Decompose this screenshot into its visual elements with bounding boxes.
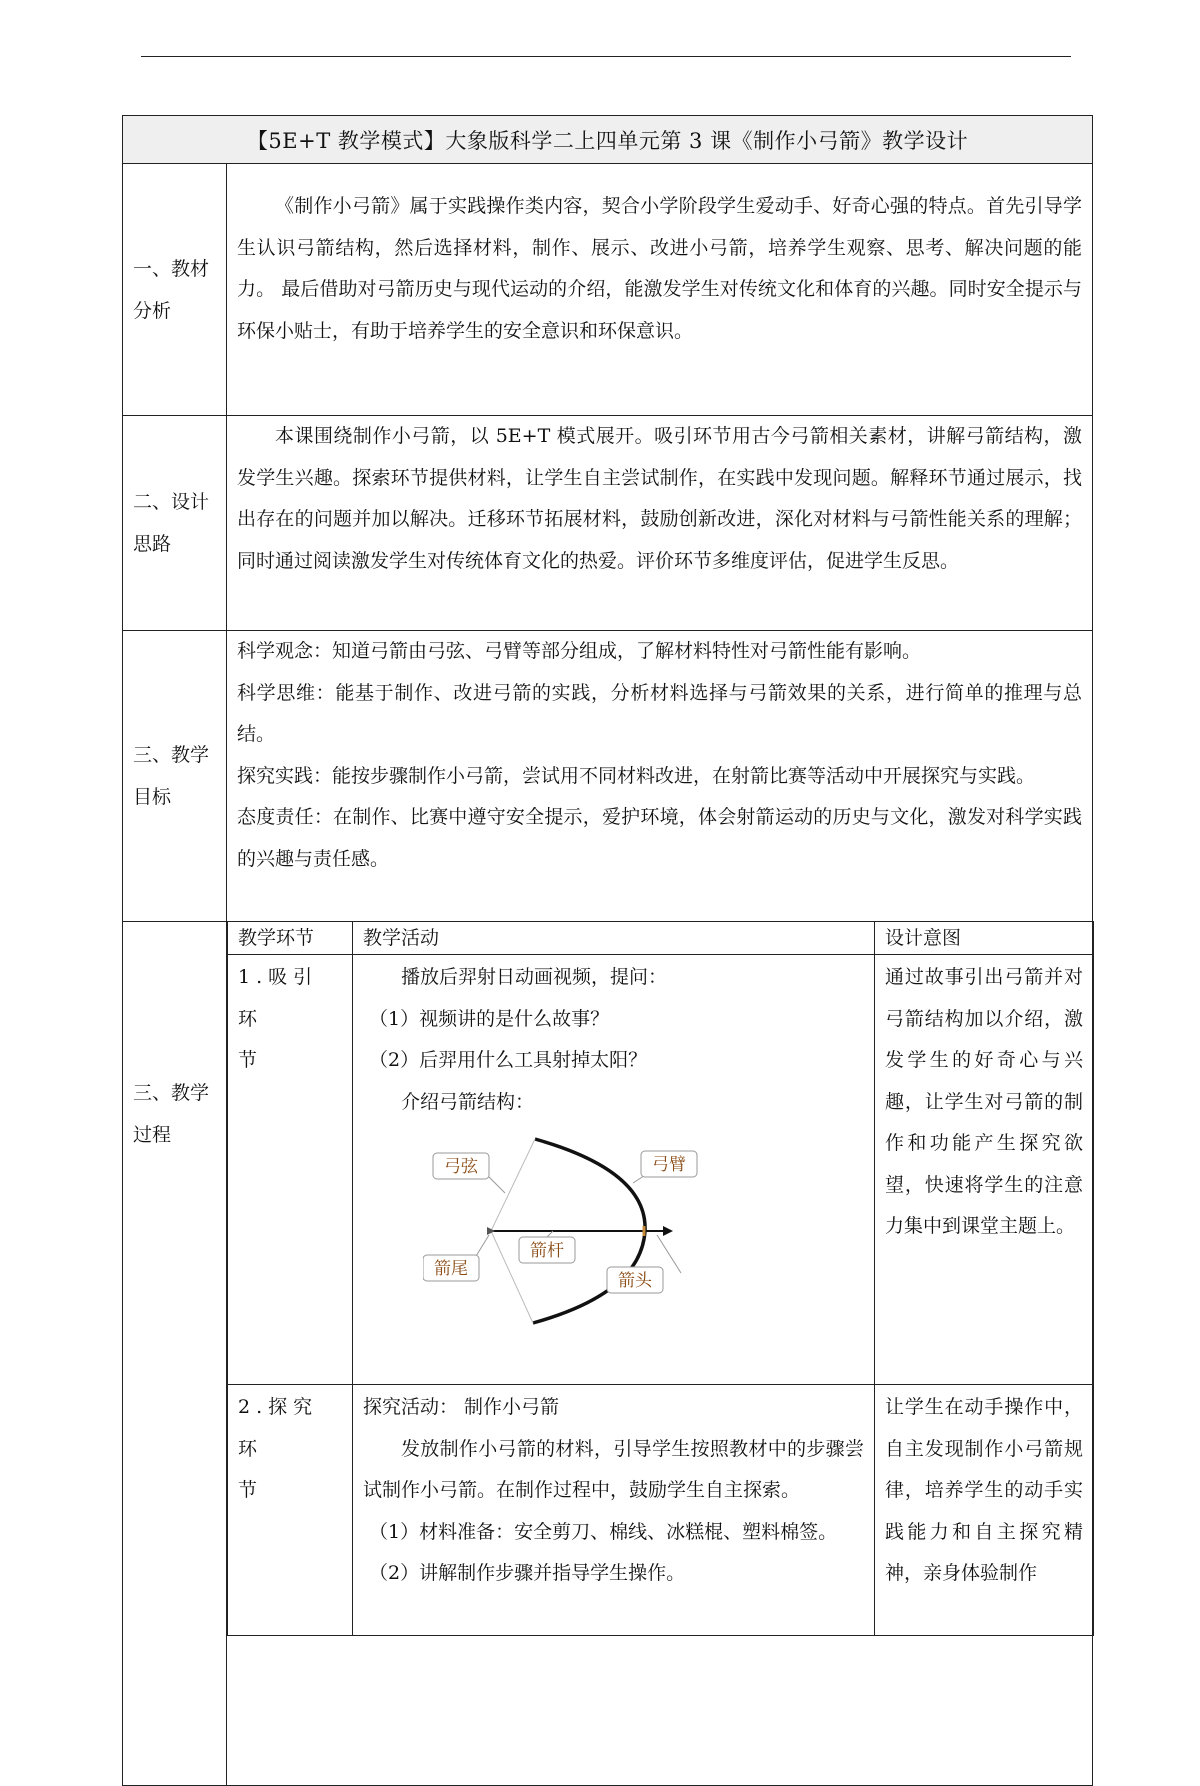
activity-step: （1）材料准备：安全剪刀、棉线、冰糕棍、塑料棉签。 xyxy=(369,1520,838,1543)
design-text: 本课围绕制作小弓箭，以 5E+T 模式展开。吸引环节用古今弓箭相关素材，讲解弓箭结构，激发学生兴趣。探索环节提供材料，让学生自主尝试制作，在实践中发现问题。解释环节通过展示，找出存在的问题并加以解决。迁移环节拓展材料，鼓励创新改进，深化对材料与弓箭性能关系的理解；同时通过阅读激发学生对传统体育文化的热爱。评价环节多维度评估，促进学生反思。 xyxy=(237,425,1082,572)
stage-cell: 2.探究环 节 xyxy=(228,1385,353,1636)
activity-cell: 探究活动： 制作小弓箭 发放制作小弓箭的材料，引导学生按照教材中的步骤尝试制作小弓箭。在制作过程中，鼓励学生自主探索。 （1）材料准备：安全剪刀、棉线、冰糕棍、塑料棉签。 （2）讲解制作步骤并指导学生操作。 xyxy=(353,1385,875,1636)
goals-content xyxy=(227,631,1093,922)
label-bow-arm: 弓臂 xyxy=(652,1155,686,1175)
goals-label: 三、教学 目标 xyxy=(123,631,227,922)
goal-item: 科学观念：知道弓箭由弓弦、弓臂等部分组成，了解材料特性对弓箭性能有影响。 xyxy=(237,640,922,662)
page-header-rule xyxy=(141,56,1071,57)
intent-cell: 通过故事引出弓箭并对弓箭结构加以介绍，激发学生的好奇心与兴趣，让学生对弓箭的制作和功能产生探究欲望，快速将学生的注意力集中到课堂主题上。 xyxy=(875,955,1094,1385)
activity-question: （2）后羿用什么工具射掉太阳？ xyxy=(369,1049,648,1071)
label-arrow-shaft: 箭杆 xyxy=(530,1241,564,1261)
goal-item: 科学思维：能基于制作、改进弓箭的实践，分析材料选择与弓箭效果的关系，进行简单的推理与总结。 xyxy=(237,681,1082,745)
arrow-head-shape xyxy=(663,1226,673,1236)
goal-item: 探究实践：能按步骤制作小弓箭，尝试用不同材料改进，在射箭比赛等活动中开展探究与实践。 xyxy=(237,764,1036,787)
header-activity: 教学活动 xyxy=(353,922,875,955)
label-arrow-tail: 箭尾 xyxy=(434,1259,468,1279)
table-row xyxy=(228,955,1094,1385)
header-intent: 设计意图 xyxy=(875,922,1094,955)
intent-cell: 让学生在动手操作中，自主发现制作小弓箭规律，培养学生的动手实践能力和自主探究精神，亲身体验制作 xyxy=(875,1385,1094,1636)
process-label: 三、教学 过程 xyxy=(123,922,227,1786)
analysis-text: 《制作小弓箭》属于实践操作类内容，契合小学阶段学生爱动手、好奇心强的特点。首先引导学生认识弓箭结构，然后选择材料，制作、展示、改进小弓箭，培养学生观察、思考、解决问题的能力。 最后借助对弓箭历史与现代运动的介绍，能激发学生对传统文化和体育的兴趣。同时安全提示与环保小贴士，有助于培养学生的安全意识和环保意识。 xyxy=(237,195,1082,342)
goal-item: 态度责任：在制作、比赛中遵守安全提示，爱护环境，体会射箭运动的历史与文化，激发对科学实践的兴趣与责任感。 xyxy=(237,806,1082,870)
activity-step: （2）讲解制作步骤并指导学生操作。 xyxy=(369,1562,686,1584)
arrow-tail-shape xyxy=(487,1227,495,1235)
process-content xyxy=(227,922,1093,1786)
analysis-content xyxy=(227,164,1093,416)
design-label: 二、设计 思路 xyxy=(123,416,227,631)
bow-diagram-svg xyxy=(423,1131,703,1331)
stage-cell: 1.吸引环 节 xyxy=(228,955,353,1385)
label-bow-string: 弓弦 xyxy=(444,1157,478,1177)
process-table xyxy=(227,921,1094,1636)
label-arrow-head: 箭头 xyxy=(618,1271,652,1291)
document-title: 【5E+T 教学模式】大象版科学二上四单元第 3 课《制作小弓箭》教学设计 xyxy=(123,116,1093,164)
header-stage: 教学环节 xyxy=(228,922,353,955)
design-content xyxy=(227,416,1093,631)
bow-structure-diagram xyxy=(423,1131,703,1331)
lesson-plan-table xyxy=(122,115,1093,1786)
process-header-row xyxy=(228,922,1094,955)
table-row xyxy=(228,1385,1094,1636)
analysis-label: 一、教材 分析 xyxy=(123,164,227,416)
activity-question: （1）视频讲的是什么故事？ xyxy=(369,1007,610,1030)
activity-cell: 播放后羿射日动画视频，提问： （1）视频讲的是什么故事？ （2）后羿用什么工具射掉太阳？ 介绍弓箭结构： 弓弦 弓臂 箭杆 箭尾 箭头 xyxy=(353,955,875,1385)
